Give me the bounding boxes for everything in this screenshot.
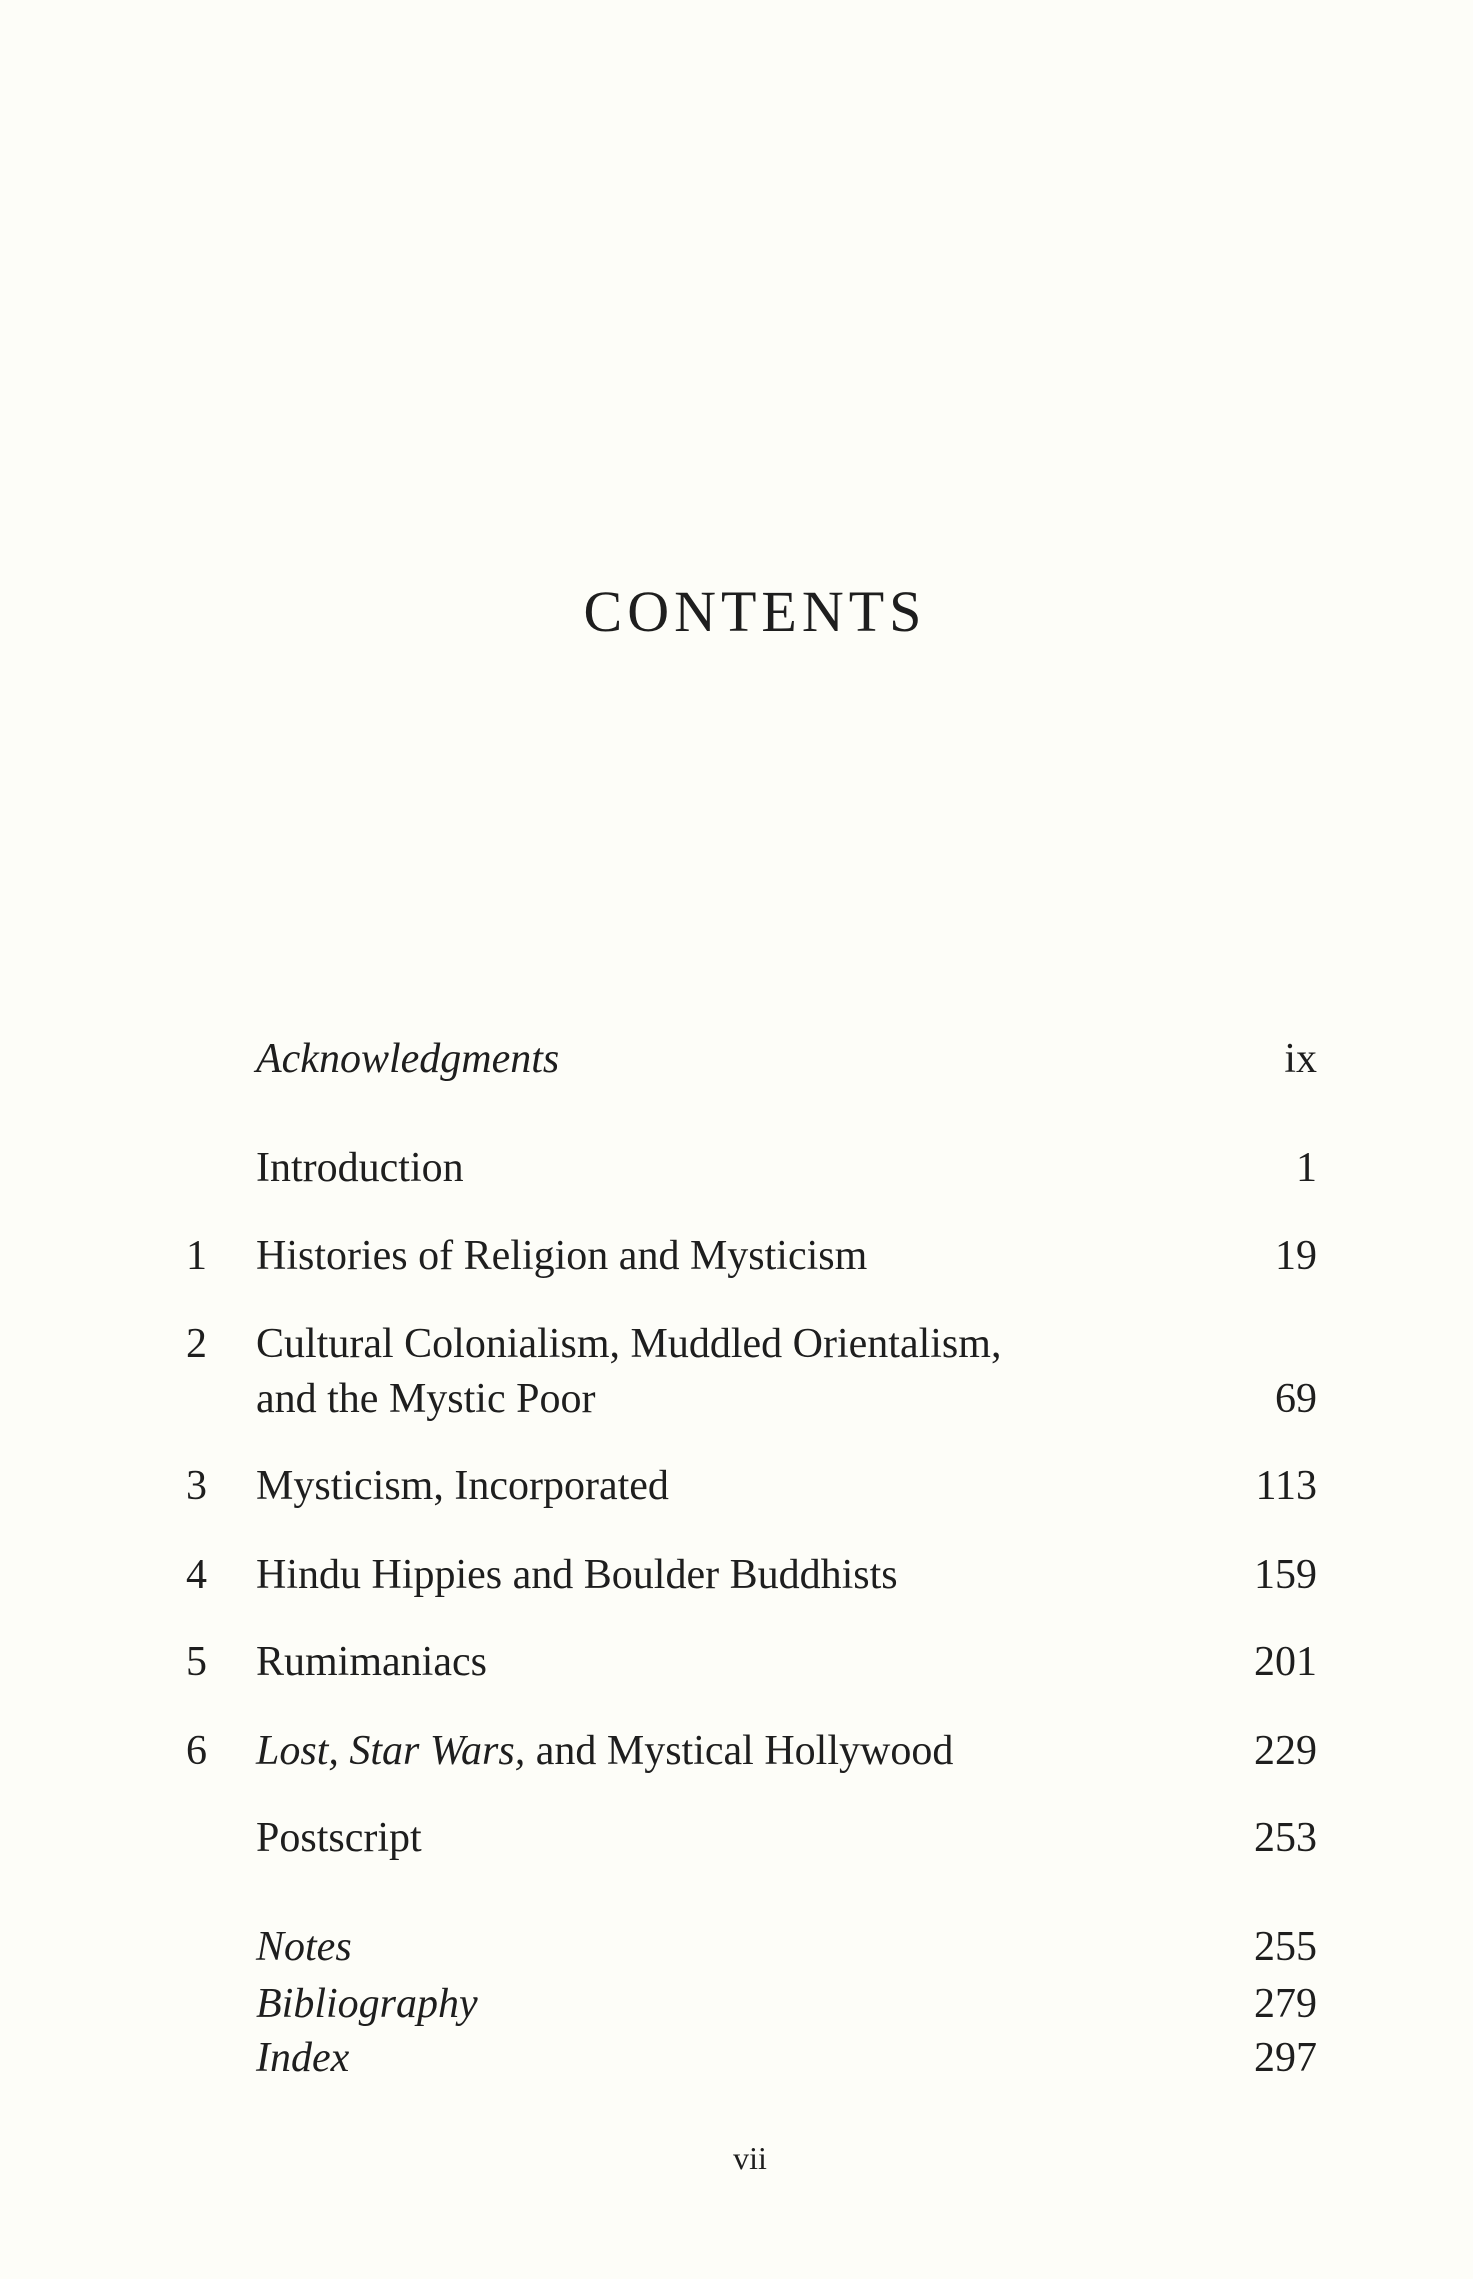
chapter-number: 3: [186, 1463, 207, 1509]
entry-page: ix: [1284, 1036, 1317, 1082]
entry-label-line2: and the Mystic Poor: [256, 1376, 596, 1422]
entry-label: Histories of Religion and Mysticism: [256, 1233, 868, 1279]
entry-label: Mysticism, Incorporated: [256, 1463, 669, 1509]
entry-page: 297: [1254, 2035, 1317, 2081]
toc-entry-chapter-3[interactable]: [0, 1460, 1473, 1512]
toc-entry-index[interactable]: [0, 2032, 1473, 2084]
toc-entry-chapter-6[interactable]: [0, 1725, 1473, 1777]
toc-entry-chapter-5[interactable]: [0, 1636, 1473, 1688]
entry-label-rest: and Mystical Hollywood: [535, 1728, 954, 1774]
chapter-number: 1: [186, 1233, 207, 1279]
chapter-number: 6: [186, 1728, 207, 1774]
toc-entry-chapter-4[interactable]: [0, 1549, 1473, 1601]
toc-entry-chapter-1[interactable]: [0, 1230, 1473, 1282]
toc-entry-chapter-2[interactable]: [0, 1318, 1473, 1428]
chapter-number: 2: [186, 1321, 207, 1367]
entry-label: Acknowledgments: [256, 1036, 560, 1082]
entry-page: 113: [1255, 1463, 1317, 1509]
entry-page: 69: [1275, 1376, 1317, 1422]
entry-label: Index: [256, 2035, 350, 2081]
chapter-number: 4: [186, 1552, 207, 1598]
entry-label: Rumimaniacs: [256, 1639, 487, 1685]
toc-entry-notes[interactable]: [0, 1921, 1473, 1973]
page-title: CONTENTS: [583, 579, 927, 644]
entry-label: Hindu Hippies and Boulder Buddhists: [256, 1552, 898, 1598]
entry-page: 229: [1254, 1728, 1317, 1774]
entry-page: 253: [1254, 1815, 1317, 1861]
page-number: vii: [733, 2140, 767, 2176]
entry-page: 1: [1296, 1145, 1317, 1191]
toc-entry-postscript[interactable]: [0, 1812, 1473, 1864]
entry-label: Bibliography: [256, 1981, 478, 2027]
entry-label-italic-lost: Lost,: [256, 1728, 339, 1774]
entry-label: Postscript: [256, 1815, 422, 1861]
entry-label: Cultural Colonialism, Muddled Orientalism,: [256, 1321, 1002, 1367]
chapter-number: 5: [186, 1639, 207, 1685]
entry-page: 279: [1254, 1981, 1317, 2027]
entry-label: Introduction: [256, 1145, 464, 1191]
toc-entry-acknowledgments[interactable]: [0, 1033, 1473, 1085]
entry-label-italic-star-wars: Star Wars,: [349, 1728, 526, 1774]
toc-entry-introduction[interactable]: [0, 1142, 1473, 1194]
entry-page: 19: [1275, 1233, 1317, 1279]
entry-label: [256, 1725, 953, 1777]
toc-entry-bibliography[interactable]: [0, 1978, 1473, 2030]
entry-page: 159: [1254, 1552, 1317, 1598]
entry-page: 201: [1254, 1639, 1317, 1685]
entry-label: Notes: [256, 1924, 352, 1970]
entry-page: 255: [1254, 1924, 1317, 1970]
